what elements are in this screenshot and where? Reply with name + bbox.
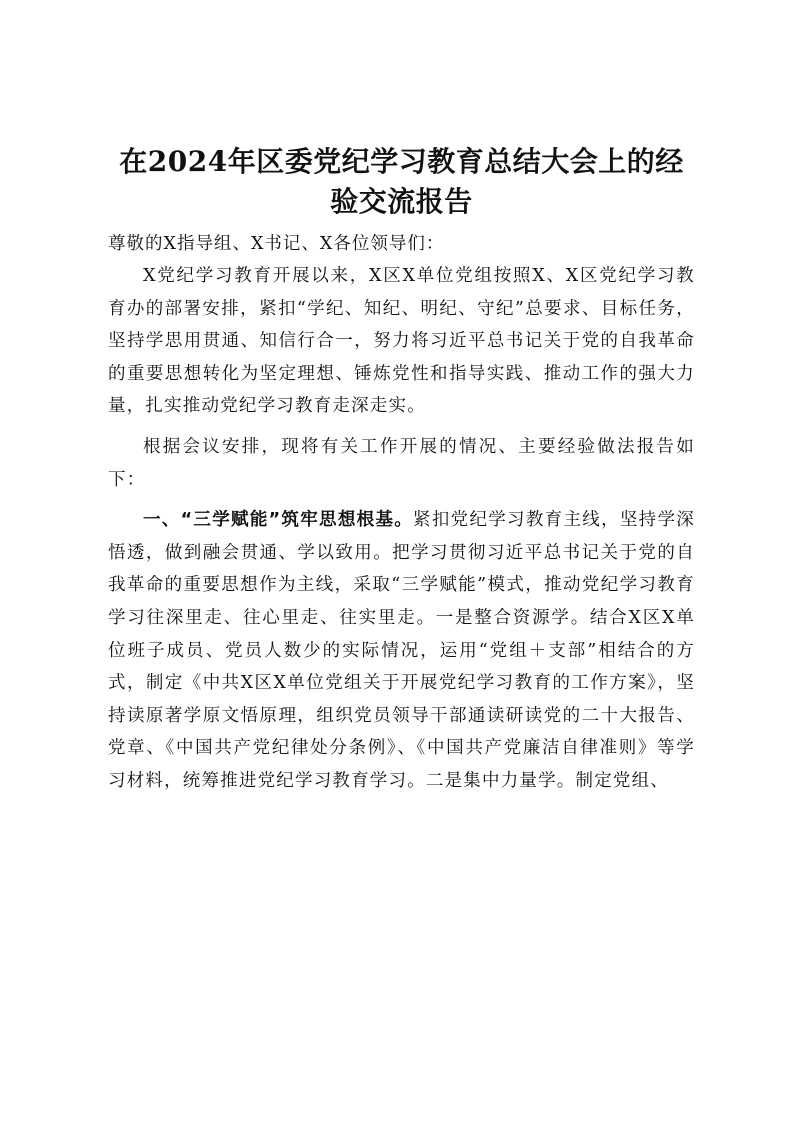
paragraph-2-text: 根据会议安排，现将有关工作开展的情况、主要经验做法报告如下：: [108, 436, 695, 490]
paragraph-3: [108, 504, 695, 797]
paragraph-1: [108, 260, 695, 423]
paragraph-1-text: X党纪学习教育开展以来，X区X单位党组按照X、X区党纪学习教育办的部署安排，紧扣“学纪、知纪、明纪、守纪”总要求、目标任务，坚持学思用贯通、知信行合一，努力将习近平总书记关于党的自我革命的重要思想转化为坚定理想、锤炼党性和指导实践、推动工作的强大力量，扎实推动党纪学习教育走深走实。: [108, 266, 695, 417]
salutation: 尊敬的X指导组、X书记、X各位领导们：: [108, 234, 445, 254]
document-body: [108, 142, 695, 798]
document-title: 在2024年区委党纪学习教育总结大会上的经验交流报告: [119, 145, 684, 218]
section-heading-1: 一、“三学赋能”筑牢思想根基。: [143, 510, 414, 531]
paragraph-2: [108, 431, 695, 496]
paragraph-3-text: 紧扣党纪学习教育主线，坚持学深悟透，做到融会贯通、学以致用。把学习贯彻习近平总书记关于党的自我革命的重要思想作为主线，采取“三学赋能”模式，推动党纪学习教育学习往深里走、往心里走、往实里走。一是整合资源学。结合X区X单位班子成员、党员人数少的实际情况，运用“党组＋支部”相结合的方式，制定《中共X区X单位党组关于开展党纪学习教育的工作方案》，坚持读原著学原文悟原理，组织党员领导干部通读研读党的二十大报告、党章、《中国共产党纪律处分条例》、《中国共产党廉洁自律准则》等学习材料，统筹推进党纪学习教育学习。二是集中力量学。制定党组、: [108, 510, 695, 791]
